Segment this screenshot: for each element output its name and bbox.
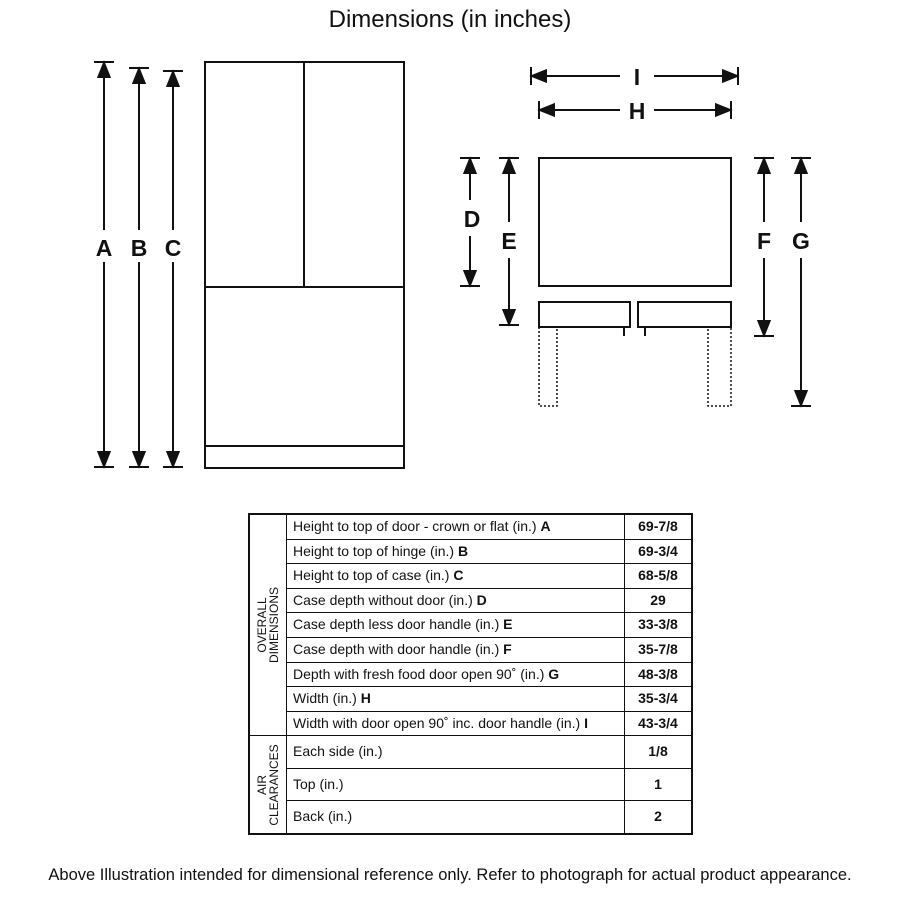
row-value: 69-7/8 [625,514,693,539]
height-dimensions [94,62,183,467]
row-label-text: Each side (in.) [293,743,383,760]
table-row [249,801,692,834]
row-label [287,564,625,589]
table-row [249,564,692,589]
row-label-text: Back (in.) [293,808,353,825]
row-value: 2 [625,801,693,834]
table-row [249,613,692,638]
row-value: 68-5/8 [625,564,693,589]
page-title: Dimensions (in inches) [328,6,572,33]
row-label [287,736,625,769]
row-dimension-letter: F [503,640,512,657]
table-row [249,539,692,564]
row-label-text: Width (in.) [293,690,357,707]
row-value: 35-3/4 [625,687,693,712]
row-dimension-letter: A [540,518,551,534]
row-label-text: Height to top of case (in.) [293,567,450,584]
dimension-d-label: D [463,206,481,232]
row-label-text: Top (in.) [293,775,344,792]
row-label [287,539,625,564]
row-value: 48-3/8 [625,662,693,687]
overall-dimensions-section [249,514,692,736]
group-label-line: DIMENSIONS [267,587,281,664]
row-label [287,711,625,736]
row-label [287,514,625,539]
row-label-text: Case depth with door handle (in.) [293,640,500,657]
row-label-text: Height to top of door - crown or flat (in.) [293,518,537,534]
row-dimension-letter: D [476,591,487,608]
top-view [539,158,731,336]
open-door-outlines [539,327,731,406]
row-dimension-letter: C [453,567,464,584]
front-view [205,62,404,468]
row-value: 1/8 [625,736,693,769]
row-dimension-letter: B [458,542,469,559]
row-value: 43-3/4 [625,711,693,736]
row-label-text: Case depth without door (in.) [293,591,473,608]
row-label [287,613,625,638]
row-label [287,662,625,687]
dimension-g-label: G [792,228,810,254]
table-row [249,711,692,736]
row-label [287,801,625,834]
row-label-text: Width with door open 90˚ inc. door handle (in.) [293,714,581,731]
dimensions-table [248,513,693,835]
row-dimension-letter: E [503,616,513,633]
left-door-top [539,302,630,327]
air-clearances-section [249,736,692,834]
case-top-outline [539,158,731,286]
row-label-text: Case depth less door handle (in.) [293,616,500,633]
dimension-e-label: E [501,228,517,254]
row-label [287,687,625,712]
dimension-i-label: I [633,64,641,90]
table-row [249,736,692,769]
group-label-line: CLEARANCES [267,743,281,826]
dimension-h-label: H [628,98,646,124]
dimension-c-label: C [164,235,182,261]
row-label [287,637,625,662]
air-clearances-group-label [249,736,287,834]
row-value: 1 [625,768,693,801]
table-row [249,687,692,712]
group-label-line: AIR [255,774,269,795]
row-value: 29 [625,588,693,613]
row-label [287,588,625,613]
depth-dimensions [460,158,811,406]
row-dimension-letter: I [584,714,588,731]
table-row [249,588,692,613]
row-value: 35-7/8 [625,637,693,662]
disclaimer-footnote: Above Illustration intended for dimensional reference only. Refer to photograph for actual product appearance. [48,866,852,884]
row-value: 33-3/8 [625,613,693,638]
table-row [249,637,692,662]
row-dimension-letter: H [360,690,371,707]
row-label-text: Depth with fresh food door open 90˚ (in.) [293,665,545,682]
overall-dimensions-group-label [249,514,287,736]
row-value: 69-3/4 [625,539,693,564]
row-label-text: Height to top of hinge (in.) [293,542,455,559]
dimension-a-label: A [95,235,113,261]
table-row [249,514,692,539]
table-row [249,662,692,687]
dimension-b-label: B [130,235,148,261]
right-door-top [638,302,731,327]
group-label-line: OVERALL [255,597,269,653]
dimension-f-label: F [756,228,772,254]
table-row [249,768,692,801]
row-label [287,768,625,801]
row-dimension-letter: G [548,665,560,682]
